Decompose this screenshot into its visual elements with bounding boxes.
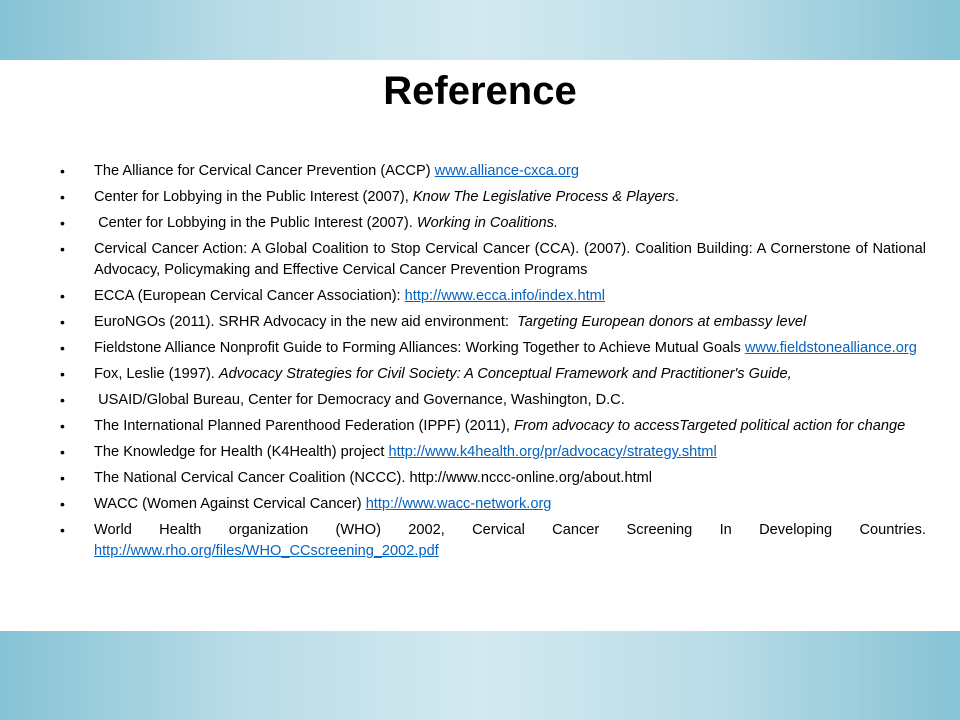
reference-list [60,161,931,567]
reference-item [60,338,926,359]
reference-item [60,187,926,208]
bullet-icon: • [60,314,65,330]
bottom-decorative-band [0,631,960,720]
bullet-icon: • [60,163,65,179]
reference-item [60,286,926,307]
reference-text: The National Cervical Cancer Coalition (NCCC). http://www.nccc-online.org/about.html [94,470,653,486]
reference-text: Center for Lobbying in the Public Interest (2007), [94,189,413,205]
reference-text: WACC (Women Against Cervical Cancer) [94,496,366,512]
reference-title-italic: Targeting European donors at embassy level [517,314,807,330]
bullet-icon: • [60,189,65,205]
reference-text: The Knowledge for Health (K4Health) project [94,444,389,460]
reference-link[interactable]: www.alliance-cxca.org [434,163,580,179]
bullet-icon: • [60,392,65,408]
reference-text: World Health organization (WHO) 2002, Cervical Cancer Screening In Developing Countries. [94,522,931,538]
reference-link[interactable]: http://www.k4health.org/pr/advocacy/strategy.shtml [388,444,717,460]
reference-item [60,213,926,234]
bullet-icon: • [60,496,65,512]
bullet-icon: • [60,241,65,257]
top-decorative-band [0,0,960,60]
bullet-icon: • [60,444,65,460]
reference-text: Cervical Cancer Action: A Global Coalition to Stop Cervical Cancer (CCA). (2007). Coalition Building: A Cornerstone of National Advocacy, Policymaking and Effective Cervical Cancer Prevention Programs [94,241,930,278]
slide-title: Reference [383,69,577,113]
reference-link[interactable]: www.fieldstonealliance.org [744,340,917,356]
reference-item [60,416,926,437]
reference-title-italic: From advocacy to accessTargeted political action for change [513,418,906,434]
reference-link[interactable]: http://www.wacc-network.org [365,496,552,512]
reference-title-italic: Working in Coalitions. [416,215,559,231]
reference-item [60,494,926,515]
reference-item [60,520,931,562]
bullet-icon: • [60,470,65,486]
reference-text: ECCA (European Cervical Cancer Association): [94,288,405,304]
reference-link[interactable]: http://www.rho.org/files/WHO_CCscreening_2002.pdf [94,543,439,559]
reference-text: The Alliance for Cervical Cancer Prevention (ACCP) [94,163,435,179]
reference-text: Fieldstone Alliance Nonprofit Guide to Forming Alliances: Working Together to Achieve Mutual Goals [94,340,745,356]
reference-item [60,390,926,411]
reference-item [60,161,926,182]
reference-text: EuroNGOs (2011). SRHR Advocacy in the new aid environment: [94,314,518,330]
bullet-icon: • [60,340,65,356]
reference-text: Fox, Leslie (1997). [94,366,219,382]
bullet-icon: • [60,215,65,231]
reference-link[interactable]: http://www.ecca.info/index.html [404,288,606,304]
reference-text: The International Planned Parenthood Federation (IPPF) (2011), [94,418,514,434]
bullet-icon: • [60,366,65,382]
reference-item [60,468,926,489]
reference-text: Center for Lobbying in the Public Interest (2007). [94,215,417,231]
reference-title-italic: Advocacy Strategies for Civil Society: A Conceptual Framework and Practitioner's Guide, [218,366,792,382]
reference-item [60,364,926,385]
reference-item [60,239,930,281]
bullet-icon: • [60,418,65,434]
reference-text-after: . [674,189,679,205]
reference-item [60,312,926,333]
bullet-icon: • [60,522,65,538]
reference-text: USAID/Global Bureau, Center for Democracy and Governance, Washington, D.C. [94,392,625,408]
reference-title-italic: Know The Legislative Process & Players [412,189,675,205]
bullet-icon: • [60,288,65,304]
reference-item [60,442,926,463]
